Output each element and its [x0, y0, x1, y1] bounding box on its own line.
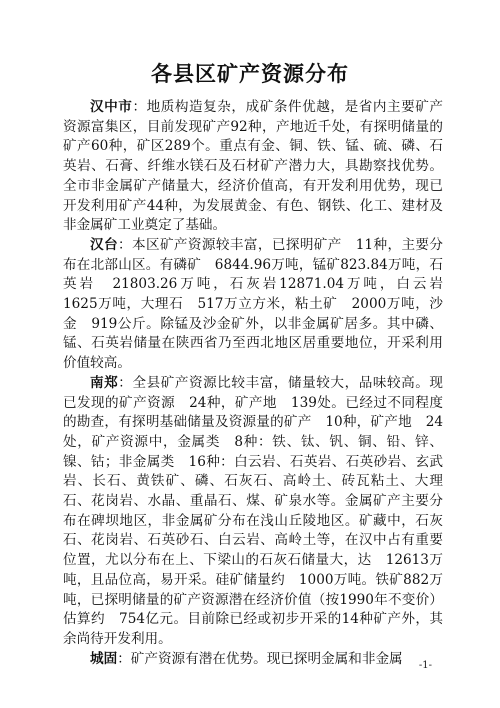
paragraph-text: ：矿产资源有潜在优势。现已探明金属和非金属	[117, 650, 403, 667]
paragraph-text: ：本区矿产资源较丰富，已探明矿产 11种，主要分布在北部山区。有磷矿 6844.96万吨，锰矿823.84万吨，石英岩 21803.26万吨，石灰岩12871.04万吨，白云岩 1625万吨，大理石 517万立方米，粘土矿 2000万吨，沙金 919公斤。除锰及沙金矿外，以非金属矿居多。其中磷、锰、石英岩储量在陕西省乃至西北地区居重要地位，开采利用价值较高。	[63, 236, 457, 372]
paragraph-heading: 汉中市	[90, 99, 133, 115]
paragraph-text: ：地质构造复杂，成矿条件优越，是省内主要矿产资源富集区，目前发现矿产92种，产地近千处，有探明储量的矿产60种，矿区289个。重点有金、铜、铁、锰、硫、磷、石英岩、石膏、纤维水镁石及石材矿产潜力大，具勘察找优势。全市非金属矿产储量大，经济价值高，有开发利用优势，现已开发利用矿产44种，为发展黄金、有色、钢铁、化工、建材及非金属矿工业奠定了基础。	[63, 99, 444, 234]
document-title: 各县区矿产资源分布	[151, 62, 349, 86]
page-number: -1-	[418, 660, 432, 671]
paragraph-hantai	[63, 236, 457, 374]
paragraph-nanzheng	[63, 374, 443, 650]
paragraph-heading: 南郑	[90, 374, 119, 391]
document-body	[63, 98, 457, 669]
paragraph-hanzhong	[63, 98, 443, 236]
paragraph-text: ：全县矿产资源比较丰富，储量较大，品味较高。现已发现的矿产资源 24种，矿产地 139处。已经过不同程度的勘查，有探明基础储量及资源量的矿产 10种，矿产地 24处，矿产资源中，金属类 8种：铁、钛、钒、铜、铅、锌、镍、钴；非金属类 16种：白云岩、石英岩、石英砂岩、玄武岩、长石、黄铁矿、磷、石灰石、高岭土、砖瓦粘土、大理石、花岗岩、水晶、重晶石、煤、矿泉水等。金属矿产主要分布在碑坝地区，非金属矿分布在浅山丘陵地区。矿藏中，石灰石、花岗岩、石英砂石、白云岩、高岭土等，在汉中占有重要位置，尤以分布在上、下梁山的石灰石储量大，达 12613万吨，且品位高，易开采。硅矿储量约 1000万吨。铁矿882万吨，已探明储量的矿产资源潜在经济价值（按1990年不变价）估算约 754亿元。目前除已经或初步开采的14种矿产外，其余尚待开发利用。	[63, 374, 444, 647]
paragraph-heading: 城固	[90, 650, 118, 667]
paragraph-heading: 汉台	[90, 236, 118, 253]
paragraph-chenggu	[63, 650, 443, 670]
